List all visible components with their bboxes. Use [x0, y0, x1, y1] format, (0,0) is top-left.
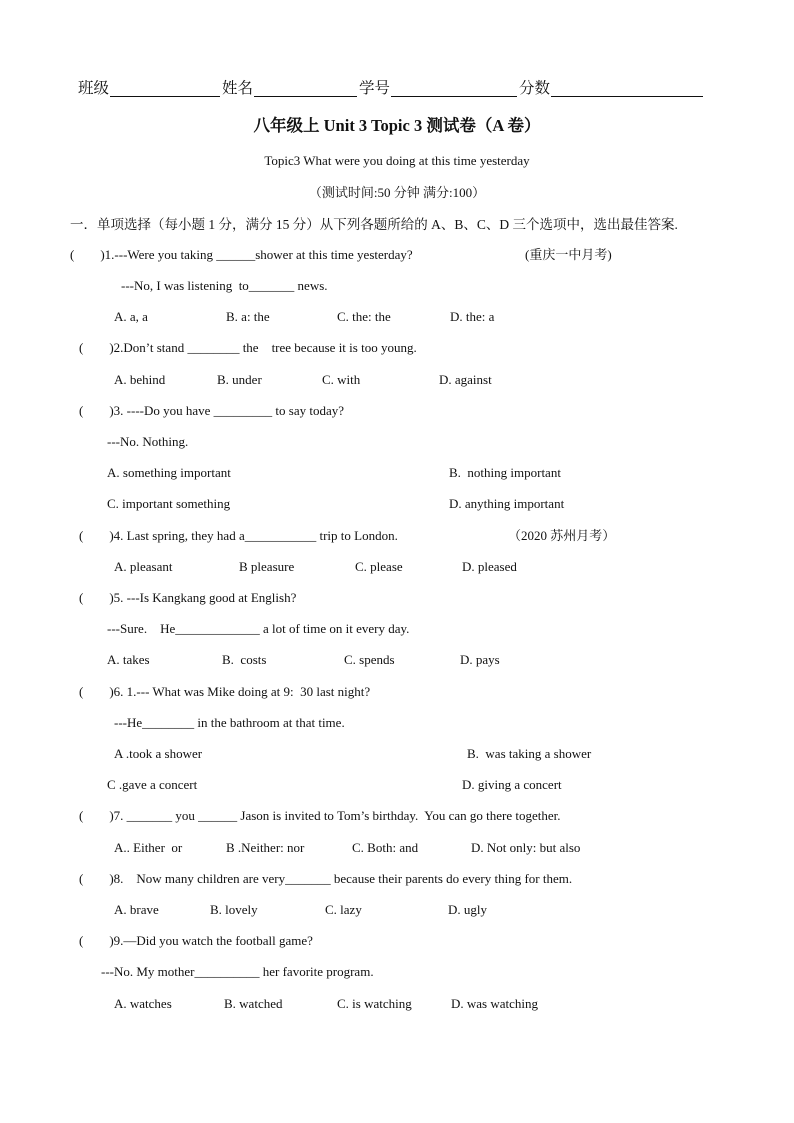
option-d[interactable]: D. ugly	[448, 902, 487, 917]
option-b[interactable]: B. a: the	[226, 309, 270, 324]
option-b[interactable]: B. nothing important	[449, 465, 561, 480]
question-4: ( )4. Last spring, they had a___________ trip to London.	[79, 528, 398, 543]
question-6-reply: ---He________ in the bathroom at that time.	[114, 715, 345, 730]
question-1-source: (重庆一中月考)	[525, 247, 612, 262]
section-heading: 一．单项选择（每小题 1 分，满分 15 分）从下列各题所给的 A、B、C、D 三个选项中，选出最佳答案.	[70, 217, 678, 232]
question-5: ( )5. ---Is Kangkang good at English?	[79, 590, 297, 605]
question-2: ( )2.Don’t stand ________ the tree because it is too young.	[79, 340, 417, 355]
option-c[interactable]: C. is watching	[337, 996, 412, 1011]
option-a[interactable]: A .took a shower	[114, 746, 203, 761]
option-c[interactable]: C. important something	[107, 496, 231, 511]
option-b[interactable]: B. under	[217, 372, 262, 387]
option-a[interactable]: A. pleasant	[114, 559, 173, 574]
question-9-reply: ---No. My mother__________ her favorite program.	[101, 964, 374, 979]
question-3: ( )3. ----Do you have _________ to say today?	[79, 403, 344, 418]
question-7: ( )7. _______ you ______ Jason is invited to Tom’s birthday. You can go there together.	[79, 808, 561, 823]
name-blank[interactable]	[254, 96, 357, 97]
option-c[interactable]: C. with	[322, 372, 361, 387]
option-b[interactable]: B .Neither: nor	[226, 840, 305, 855]
question-8: ( )8. Now many children are very_______ because their parents do every thing for them.	[79, 871, 573, 886]
option-a[interactable]: A. something important	[107, 465, 231, 480]
option-b[interactable]: B pleasure	[239, 559, 295, 574]
option-a[interactable]: A. takes	[107, 652, 150, 667]
question-6: ( )6. 1.--- What was Mike doing at 9: 30 last night?	[79, 684, 371, 699]
page-title: 八年级上 Unit 3 Topic 3 测试卷（A 卷）	[253, 116, 541, 135]
page-subtitle: Topic3 What were you doing at this time yesterday	[264, 153, 530, 168]
question-5-reply: ---Sure. He_____________ a lot of time on it every day.	[107, 621, 410, 636]
student-id-blank[interactable]	[391, 96, 517, 97]
question-9: ( )9.—Did you watch the football game?	[79, 933, 313, 948]
option-c[interactable]: C. lazy	[325, 902, 362, 917]
student-id-label: 学号	[359, 80, 391, 97]
option-d[interactable]: D. anything important	[449, 496, 565, 511]
option-d[interactable]: D. giving a concert	[462, 777, 562, 792]
option-b[interactable]: B. costs	[222, 652, 267, 667]
option-b[interactable]: B. watched	[224, 996, 283, 1011]
option-d[interactable]: D. the: a	[450, 309, 495, 324]
option-d[interactable]: D. pays	[460, 652, 500, 667]
option-c[interactable]: C. spends	[344, 652, 395, 667]
score-blank[interactable]	[551, 96, 703, 97]
option-a[interactable]: A. a, a	[114, 309, 148, 324]
test-meta: （测试时间:50 分钟 满分:100）	[308, 185, 486, 200]
option-c[interactable]: C. Both: and	[352, 840, 419, 855]
option-c[interactable]: C. the: the	[337, 309, 391, 324]
option-c[interactable]: C .gave a concert	[107, 777, 198, 792]
class-label: 班级	[78, 80, 110, 97]
option-a[interactable]: A.. Either or	[114, 840, 183, 855]
option-d[interactable]: D. against	[439, 372, 492, 387]
option-d[interactable]: D. was watching	[451, 996, 539, 1011]
question-4-source: （2020 苏州月考）	[508, 528, 616, 543]
option-a[interactable]: A. behind	[114, 372, 166, 387]
score-label: 分数	[519, 80, 551, 97]
question-1-reply: ---No, I was listening to_______ news.	[121, 278, 328, 293]
class-blank[interactable]	[110, 96, 220, 97]
option-a[interactable]: A. watches	[114, 996, 172, 1011]
question-1: ( )1.---Were you taking ______shower at this time yesterday?	[70, 247, 413, 262]
question-3-reply: ---No. Nothing.	[107, 434, 189, 449]
option-a[interactable]: A. brave	[114, 902, 159, 917]
option-b[interactable]: B. lovely	[210, 902, 258, 917]
option-d[interactable]: D. pleased	[462, 559, 517, 574]
name-label: 姓名	[222, 80, 254, 97]
option-b[interactable]: B. was taking a shower	[467, 746, 592, 761]
option-c[interactable]: C. please	[355, 559, 403, 574]
option-d[interactable]: D. Not only: but also	[471, 840, 581, 855]
